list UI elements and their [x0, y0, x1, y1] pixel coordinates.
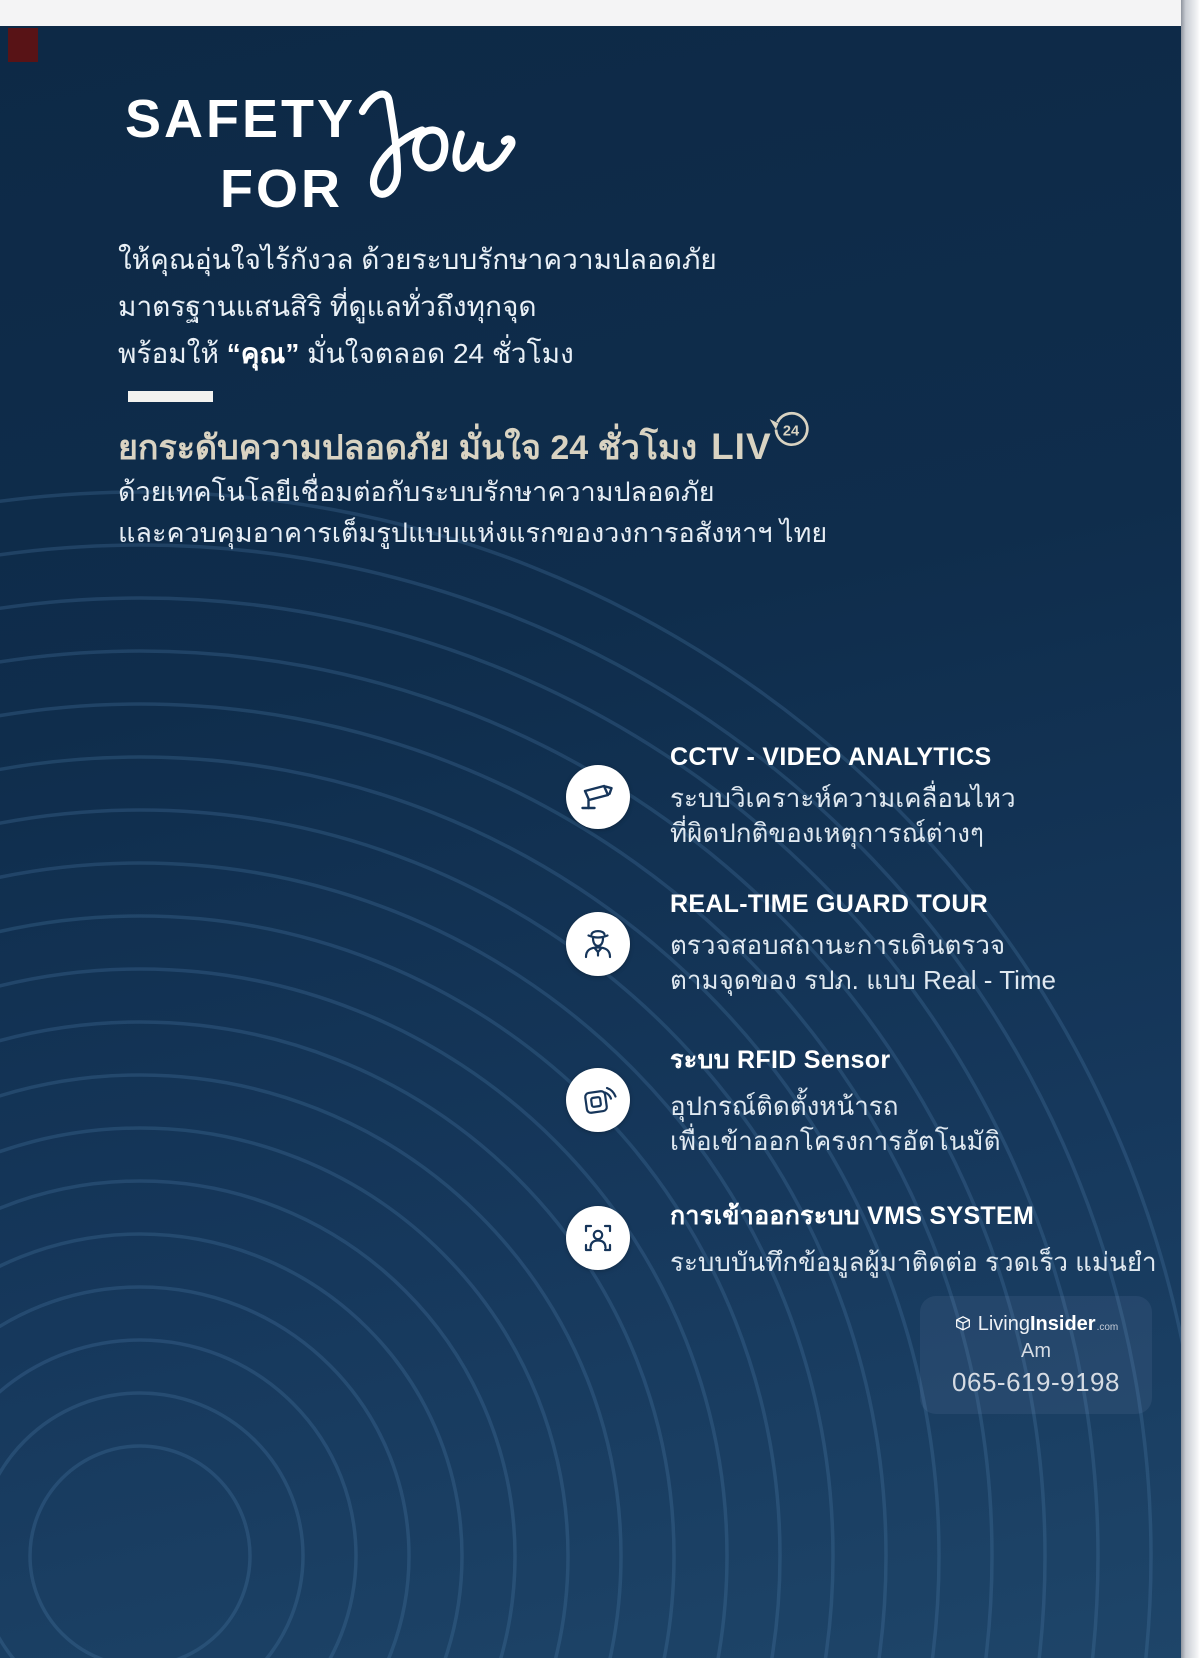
- feature-title: การเข้าออกระบบ VMS SYSTEM: [670, 1202, 1035, 1230]
- agent-name: Am: [1021, 1339, 1051, 1362]
- feature-line1: ตรวจสอบสถานะการเดินตรวจ: [670, 930, 1006, 960]
- feature-guard-tour: [566, 890, 1090, 998]
- feature-text: [670, 743, 1090, 851]
- section-description: [118, 472, 827, 554]
- feature-line1: ระบบบันทึกข้อมูลผู้มาติดต่อ รวดเร็ว แม่นยำ: [670, 1247, 1157, 1277]
- feature-line2: ตามจุดของ รปภ. แบบ Real - Time: [670, 965, 1057, 995]
- feature-icon-circle: [566, 912, 630, 976]
- logo-insider: Insider: [1030, 1312, 1096, 1335]
- hero-title-line1: SAFETY: [125, 89, 357, 149]
- section-heading-row: [118, 420, 813, 474]
- livinginsider-logo: [954, 1313, 1119, 1336]
- feature-line2: เพื่อเข้าออกโครงการอัตโนมัติ: [670, 1126, 1001, 1156]
- rfid-sensor-icon: [578, 1080, 618, 1120]
- scan-top-edge: [0, 0, 1181, 26]
- liv24-badge-icon: [767, 404, 813, 450]
- feature-line1: ระบบวิเคราะห์ความเคลื่อนไหว: [670, 783, 1016, 813]
- livinginsider-cube-icon: [954, 1315, 972, 1333]
- intro-line1: ให้คุณอุ่นใจไร้กังวล ด้วยระบบรักษาความปลอดภัย: [118, 244, 717, 275]
- feature-line2: ที่ผิดปกติของเหตุการณ์ต่างๆ: [670, 818, 984, 848]
- intro-line3: [118, 330, 717, 377]
- section-desc-line2: และควบคุมอาคารเต็มรูปแบบแห่งแรกของวงการอสังหาฯ ไทย: [118, 518, 828, 548]
- intro-paragraph: [118, 236, 717, 377]
- cctv-camera-icon: [578, 777, 618, 817]
- section-desc-line1: ด้วยเทคโนโลยีเชื่อมต่อกับระบบรักษาความปลอดภัย: [118, 477, 715, 507]
- liv24-brand: LIV: [711, 426, 772, 467]
- intro-line3-prefix: พร้อมให้: [118, 338, 227, 369]
- feature-line1: อุปกรณ์ติดตั้งหน้ารถ: [670, 1091, 899, 1121]
- feature-title: CCTV - VIDEO ANALYTICS: [670, 743, 992, 771]
- hero-script-you: [346, 76, 526, 221]
- logo-living: Living: [977, 1312, 1030, 1335]
- section-heading: ยกระดับความปลอดภัย มั่นใจ 24 ชั่วโมง: [118, 429, 698, 467]
- feature-icon-circle: [566, 765, 630, 829]
- scan-right-edge: [1181, 0, 1200, 1658]
- agent-phone: 065-619-9198: [952, 1366, 1120, 1397]
- feature-title: REAL-TIME GUARD TOUR: [670, 890, 989, 918]
- logo-tld: .com: [1096, 1321, 1119, 1333]
- feature-icon-circle: [566, 1206, 630, 1270]
- feature-text: [670, 1040, 1090, 1159]
- feature-icon-circle: [566, 1068, 630, 1132]
- section-dash: [128, 391, 213, 402]
- watermark-panel: [920, 1296, 1152, 1414]
- feature-title: ระบบ RFID Sensor: [670, 1046, 891, 1074]
- visitor-scan-icon: [578, 1218, 618, 1258]
- intro-line3-suffix: มั่นใจตลอด 24 ชั่วโมง: [299, 338, 574, 369]
- guard-icon: [578, 924, 618, 964]
- feature-text: [670, 1196, 1157, 1280]
- feature-rfid: [566, 1040, 1090, 1159]
- badge-24-label: 24: [782, 423, 799, 440]
- hero-title-line2: FOR: [220, 159, 343, 219]
- intro-line2: มาตรฐานแสนสิริ ที่ดูแลทั่วถึงทุกจุด: [118, 291, 537, 322]
- corner-red-mark: [8, 28, 38, 62]
- feature-vms: [566, 1196, 1157, 1280]
- intro-line3-bold: “คุณ”: [226, 338, 300, 369]
- hero-title: [125, 84, 357, 224]
- feature-text: [670, 890, 1090, 998]
- feature-cctv: [566, 743, 1090, 851]
